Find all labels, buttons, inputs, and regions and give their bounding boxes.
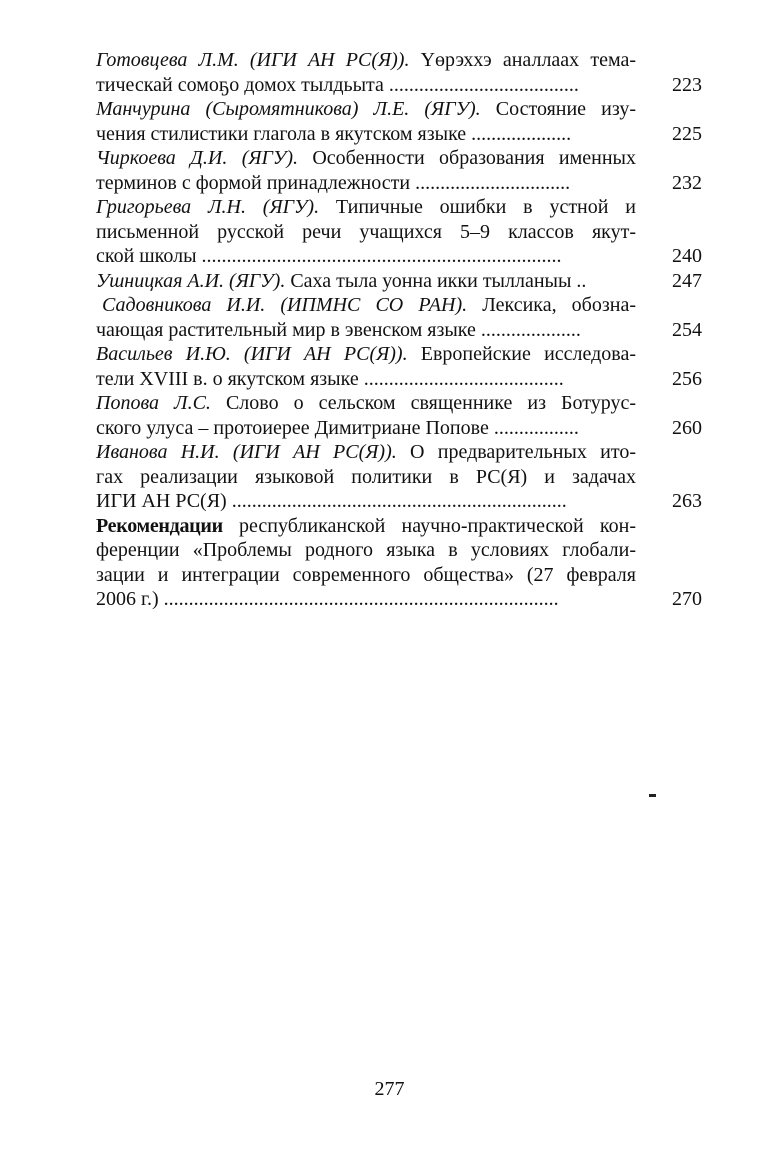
toc-title-text: ской школы ........................................................................ <box>96 245 562 267</box>
toc-line <box>96 146 636 171</box>
toc-title-text: Особенности образования именных <box>298 147 636 169</box>
toc-page-number: 232 <box>672 171 702 194</box>
toc-page-number: 270 <box>672 588 702 610</box>
toc-line <box>96 342 636 367</box>
toc-line <box>96 563 636 588</box>
toc-page-number: 256 <box>672 367 702 390</box>
toc-entry <box>96 195 702 269</box>
page-number: 277 <box>374 1078 405 1100</box>
toc-entry <box>96 48 702 97</box>
toc-line <box>96 122 702 147</box>
toc-line <box>96 73 702 98</box>
toc-author: Иванова Н.И. (ИГИ АН РС(Я)). <box>96 441 397 463</box>
toc-line <box>96 391 636 416</box>
toc-line <box>96 514 636 539</box>
toc-entry <box>96 514 702 612</box>
toc-page-number: 254 <box>672 318 702 341</box>
toc-line <box>96 293 636 318</box>
toc-title-text: тели XVIII в. о якутском языке ........................................ <box>96 367 564 390</box>
toc-entry <box>96 269 702 294</box>
toc-entry <box>96 97 702 146</box>
toc-page-number: 225 <box>672 122 702 145</box>
toc-title-text: терминов с формой принадлежности ............................... <box>96 171 571 194</box>
toc-title-text: О предварительных ито- <box>396 441 636 463</box>
table-of-contents <box>96 48 702 612</box>
toc-author: Готовцева Л.М. (ИГИ АН РС(Я)). <box>96 49 410 71</box>
toc-title-text: ИГИ АН РС(Я) ................................................................... <box>96 490 567 512</box>
toc-page-number: 247 <box>672 269 702 292</box>
toc-entry <box>96 293 702 342</box>
toc-title-text: Состояние изу- <box>480 98 636 120</box>
toc-author: Манчурина (Сыромятникова) Л.Е. (ЯГУ). <box>96 98 481 120</box>
toc-title-text: республиканской научно-практической кон- <box>222 514 636 537</box>
toc-line <box>96 318 702 343</box>
toc-line <box>96 489 702 514</box>
toc-title-text: Саха тыла уонна икки тылланыы .. <box>285 269 587 292</box>
toc-title-text: чающая растительный мир в эвенском языке .................... <box>96 318 581 341</box>
toc-title-text: ференции «Проблемы родного языка в условиях глобали- <box>96 539 636 561</box>
toc-line <box>96 367 702 392</box>
toc-author: Ушницкая А.И. (ЯГУ). <box>96 269 286 292</box>
toc-title-text: Лексика, обозна- <box>467 294 636 316</box>
toc-title-text: Европейские исследова- <box>407 343 637 365</box>
toc-page-number: 240 <box>672 245 702 267</box>
toc-title-text: гах реализации языковой политики в РС(Я) и задачах <box>96 465 636 488</box>
toc-line <box>96 416 702 441</box>
toc-line <box>96 269 702 294</box>
toc-title-text: ского улуса – протоиерее Димитриане Попове ................. <box>96 416 579 439</box>
toc-line <box>96 587 702 612</box>
toc-page-number: 263 <box>672 490 702 512</box>
toc-line <box>96 195 636 220</box>
toc-author: Садовникова И.И. (ИПМНС СО РАН). <box>102 294 468 316</box>
toc-title-text: Слово о сельском священнике из Ботурус- <box>210 392 636 414</box>
toc-title-text: письменной русской речи учащихся 5–9 классов якут- <box>96 220 636 243</box>
toc-line <box>96 171 702 196</box>
toc-line <box>96 538 636 563</box>
toc-entry <box>96 342 702 391</box>
toc-entry <box>96 146 702 195</box>
toc-author: Рекомендации <box>96 514 223 537</box>
toc-line <box>96 465 636 490</box>
toc-line <box>96 97 636 122</box>
toc-author: Григорьева Л.Н. (ЯГУ). <box>96 196 320 218</box>
toc-title-text: чения стилистики глагола в якутском языке .................... <box>96 122 572 145</box>
toc-title-text: тическай сомоҕо домох тылдьыта ...................................... <box>96 73 579 96</box>
toc-title-text: 2006 г.) ............................................................................... <box>96 588 559 610</box>
toc-line <box>96 244 702 269</box>
toc-page-number: 260 <box>672 416 702 439</box>
toc-author: Чиркоева Д.И. (ЯГУ). <box>96 147 298 169</box>
toc-entry <box>96 440 702 514</box>
toc-title-text: зации и интеграции современного общества» (27 февраля <box>96 563 636 586</box>
scan-speck <box>649 794 656 797</box>
toc-title-text: Үөрэххэ аналлаах тема- <box>409 49 637 71</box>
toc-line <box>96 48 636 73</box>
toc-title-text: Типичные ошибки в устной и <box>319 196 636 218</box>
toc-author: Попова Л.С. <box>96 392 211 414</box>
toc-page-number: 223 <box>672 73 702 96</box>
toc-line <box>96 220 636 245</box>
toc-entry <box>96 391 702 440</box>
toc-author: Васильев И.Ю. (ИГИ АН РС(Я)). <box>96 343 408 365</box>
toc-line <box>96 440 636 465</box>
